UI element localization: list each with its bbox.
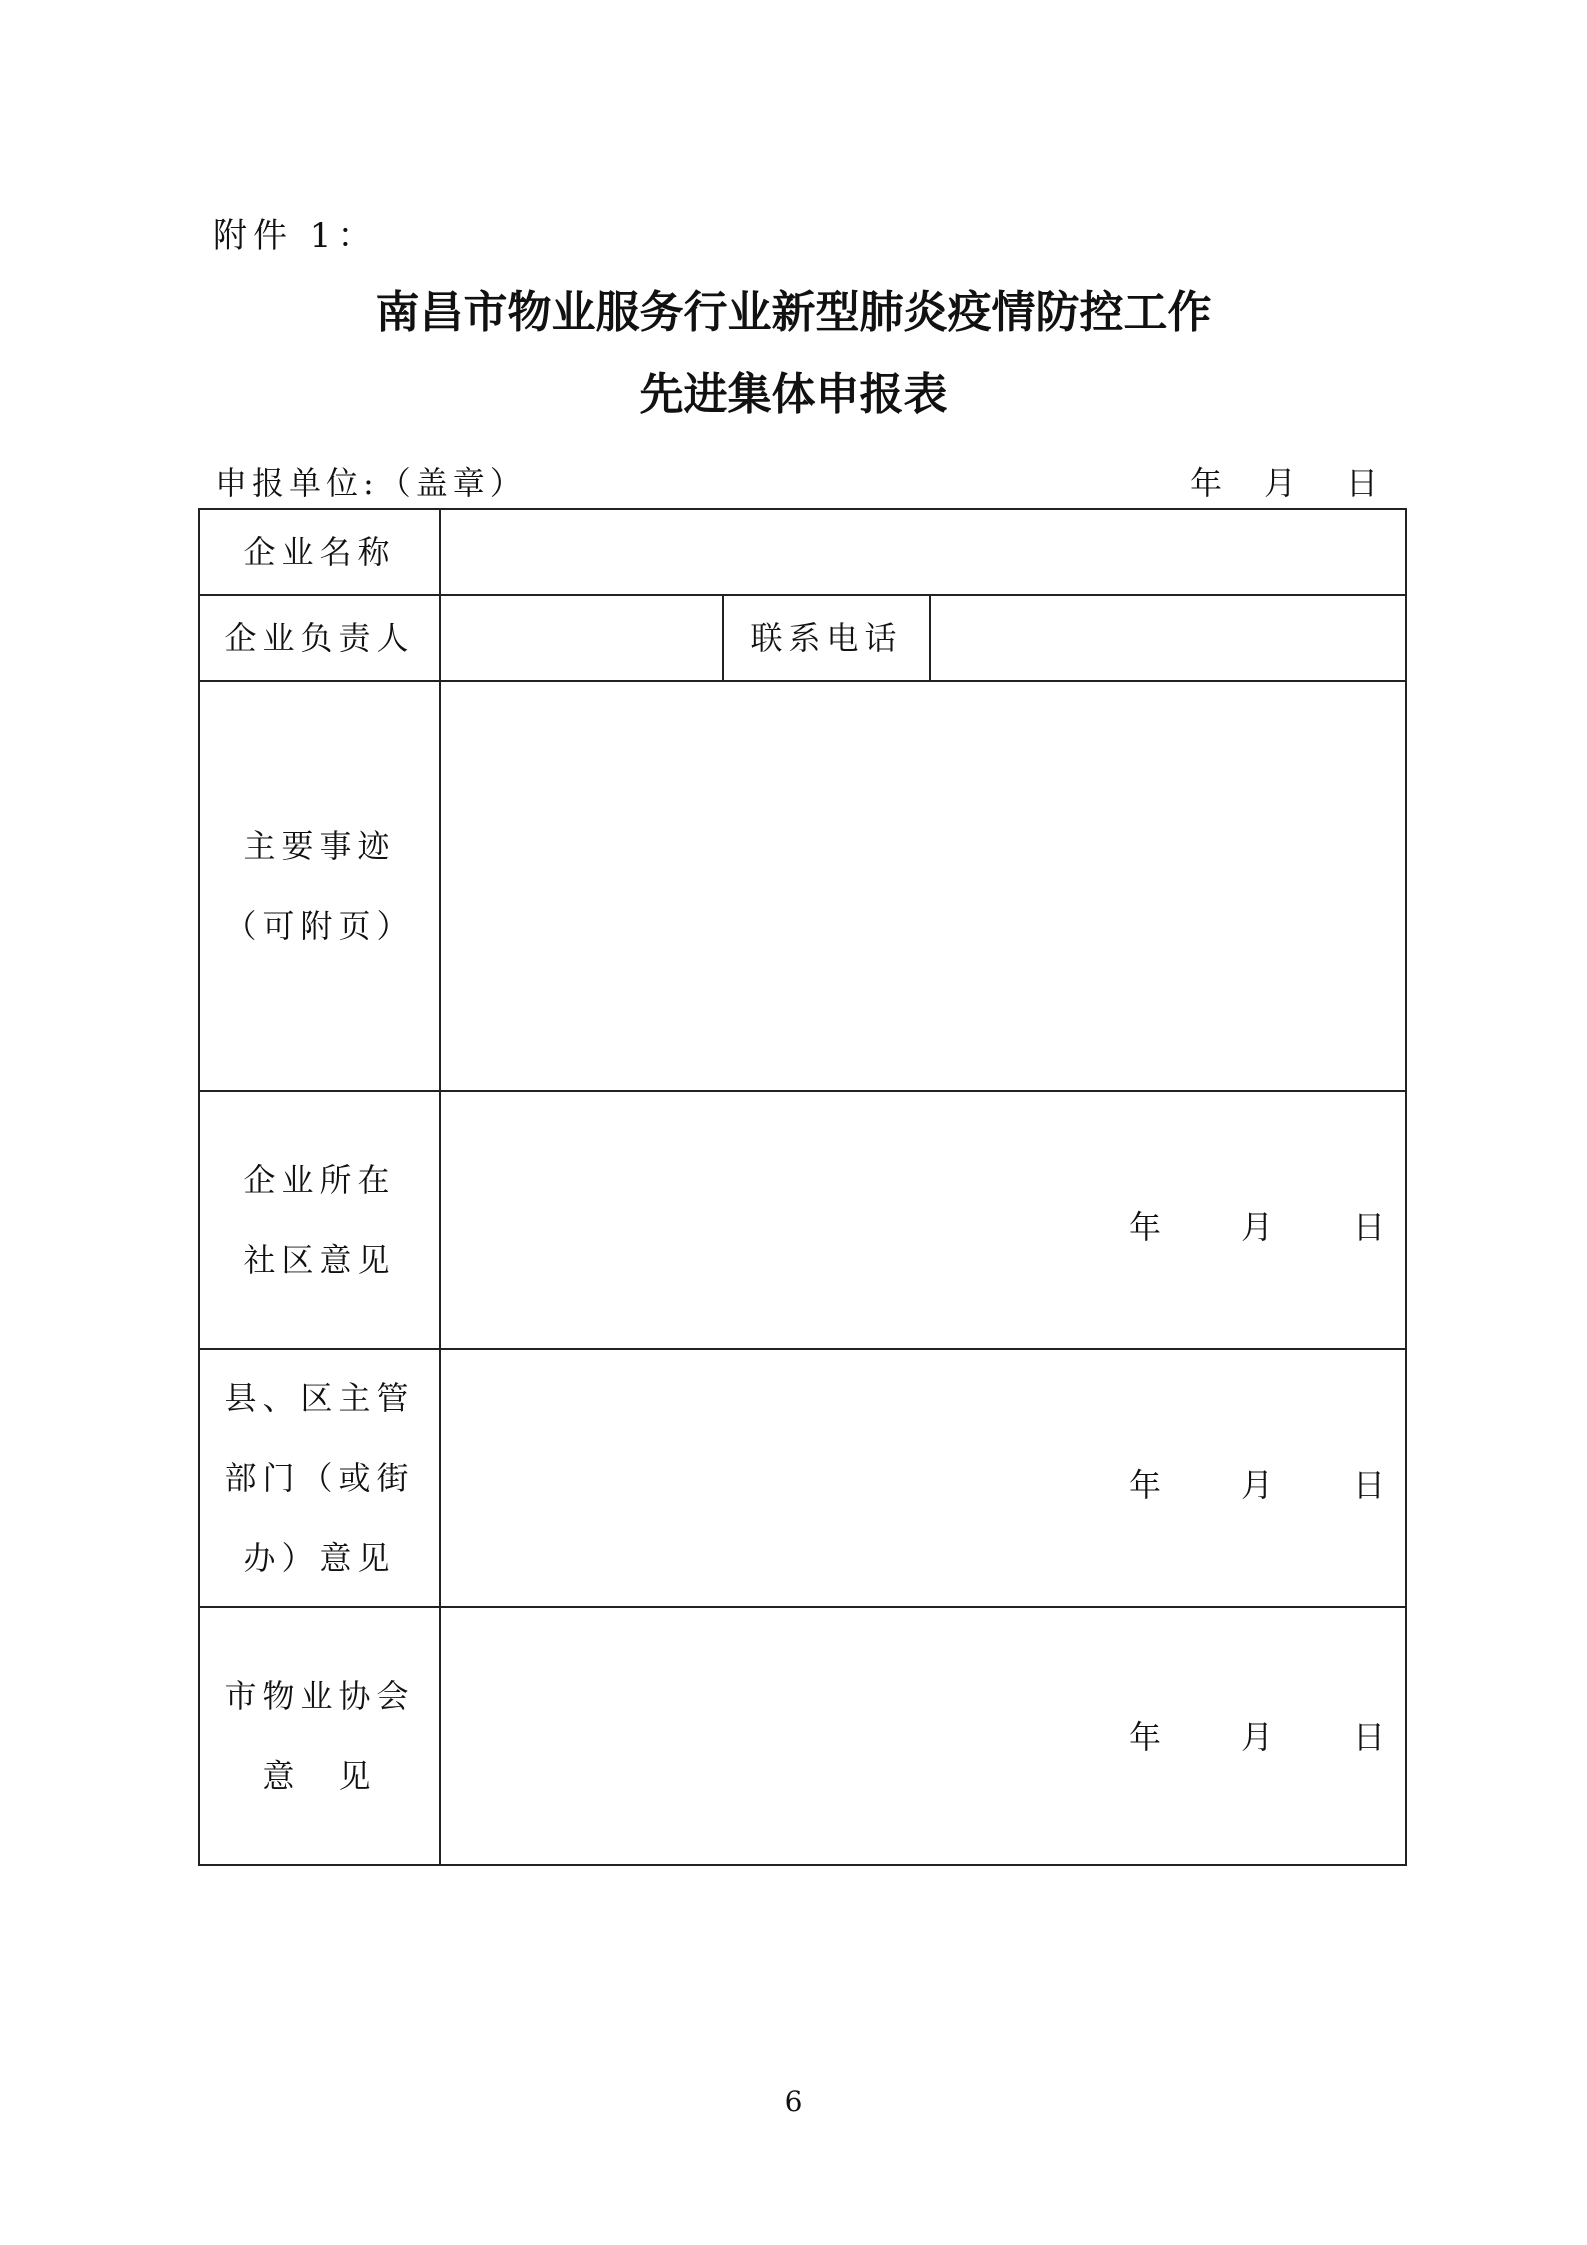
phone-label: 联系电话 — [723, 595, 930, 681]
district-opinion-label — [199, 1349, 440, 1607]
date-year: 年 — [1128, 1718, 1161, 1756]
header-date — [1190, 458, 1378, 504]
date-year: 年 — [1128, 1466, 1161, 1504]
leader-field[interactable] — [440, 595, 723, 681]
association-opinion-label — [199, 1607, 440, 1865]
attachment-label: 附件 1： — [213, 216, 378, 256]
leader-label: 企业负责人 — [199, 595, 440, 681]
applicant-unit-label: 申报单位:（盖章） — [215, 464, 527, 502]
date-day: 日 — [1353, 1466, 1386, 1504]
row-leader — [199, 595, 1406, 681]
deeds-label-line1: 主要事迹 — [243, 827, 396, 865]
page-number: 6 — [784, 2085, 803, 2118]
community-label-line2: 社区意见 — [243, 1241, 396, 1279]
community-opinion-label — [199, 1091, 440, 1349]
date-day: 日 — [1353, 1718, 1386, 1756]
header-date-year: 年 — [1190, 464, 1223, 502]
company-name-label: 企业名称 — [199, 509, 440, 595]
row-district-opinion — [199, 1349, 1406, 1607]
district-label-line3: 办）意见 — [243, 1539, 396, 1577]
association-label-line1: 市物业协会 — [224, 1677, 415, 1715]
form-title-line2: 先进集体申报表 — [639, 369, 948, 420]
application-form-table — [198, 508, 1407, 1866]
association-label-line2: 意 见 — [262, 1757, 377, 1795]
row-deeds — [199, 681, 1406, 1091]
date-month: 月 — [1241, 1718, 1274, 1756]
district-label-line1: 县、区主管 — [224, 1379, 415, 1417]
community-label-line1: 企业所在 — [243, 1161, 396, 1199]
row-community-opinion — [199, 1091, 1406, 1349]
district-label-line2: 部门（或街 — [224, 1459, 415, 1497]
association-opinion-field[interactable] — [440, 1607, 1406, 1865]
company-name-field[interactable] — [440, 509, 1406, 595]
date-month: 月 — [1241, 1466, 1274, 1504]
header-date-day: 日 — [1346, 464, 1379, 502]
header-date-month: 月 — [1264, 464, 1297, 502]
date-month: 月 — [1241, 1208, 1274, 1246]
row-company-name — [199, 509, 1406, 595]
date-day: 日 — [1353, 1208, 1386, 1246]
form-title-line1: 南昌市物业服务行业新型肺炎疫情防控工作 — [375, 287, 1212, 338]
phone-field[interactable] — [930, 595, 1406, 681]
deeds-label-line2: （可附页） — [224, 907, 415, 945]
community-opinion-date — [1129, 1202, 1385, 1248]
community-opinion-field[interactable] — [440, 1091, 1406, 1349]
association-opinion-date — [1129, 1712, 1385, 1758]
deeds-label — [199, 681, 440, 1091]
district-opinion-field[interactable] — [440, 1349, 1406, 1607]
deeds-field[interactable] — [440, 681, 1406, 1091]
date-year: 年 — [1128, 1208, 1161, 1246]
district-opinion-date — [1129, 1460, 1385, 1506]
row-association-opinion — [199, 1607, 1406, 1865]
